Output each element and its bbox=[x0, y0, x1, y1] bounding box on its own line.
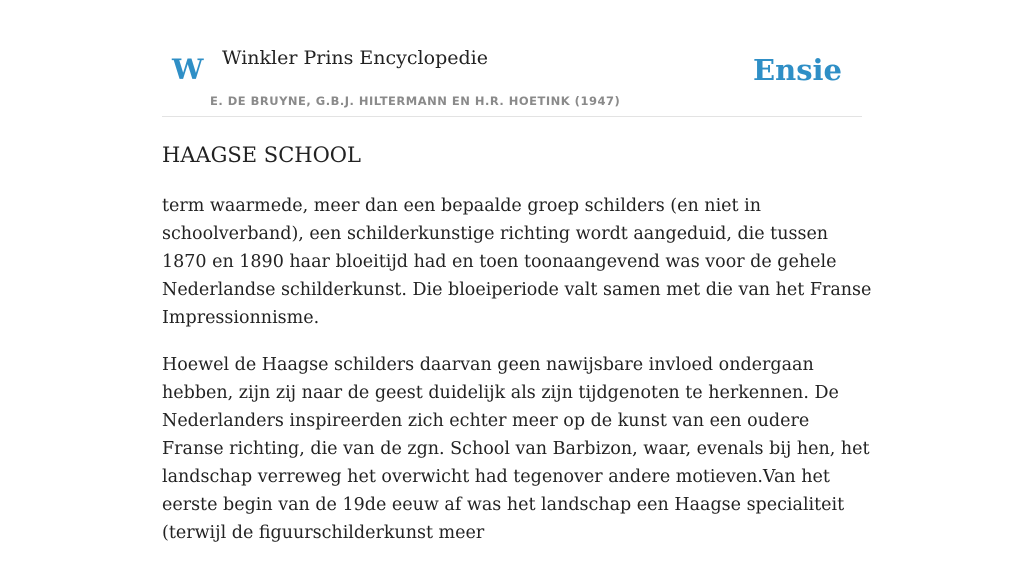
ensie-brand-link[interactable]: Ensie bbox=[753, 53, 842, 87]
publication-title[interactable]: Winkler Prins Encyclopedie bbox=[222, 47, 488, 69]
article-body bbox=[162, 192, 872, 566]
header bbox=[162, 0, 862, 117]
article-paragraph: term waarmede, meer dan een bepaalde groep schilders (en niet in schoolverband), een schilderkunstige richting wordt aangeduid, die tussen 1870 en 1890 haar bloeitijd had en toen toonaangevend was voor de gehele Nederlandse schilderkunst. Die bloeiperiode valt samen met die van het Franse Impressionnisme. bbox=[162, 196, 872, 328]
article-title: HAAGSE SCHOOL bbox=[162, 143, 361, 167]
article-paragraph: Hoewel de Haagse schilders daarvan geen nawijsbare invloed ondergaan hebben, zijn zij naar de geest duidelijk als zijn tijdgenoten te herkennen. De Nederlanders inspireerden zich echter meer op de kunst van een oudere Franse richting, die van de zgn. School van Barbizon, waar, evenals bij hen, het landschap verreweg het overwicht had tegenover andere motieven.Van het eerste begin van de 19de eeuw af was het landschap een Haagse specialiteit (terwijl de figuurschilderkunst meer bbox=[162, 355, 870, 543]
winkler-prins-logo[interactable]: W bbox=[172, 53, 204, 86]
publication-authors: E. DE BRUYNE, G.B.J. HILTERMANN EN H.R. HOETINK (1947) bbox=[210, 94, 621, 108]
